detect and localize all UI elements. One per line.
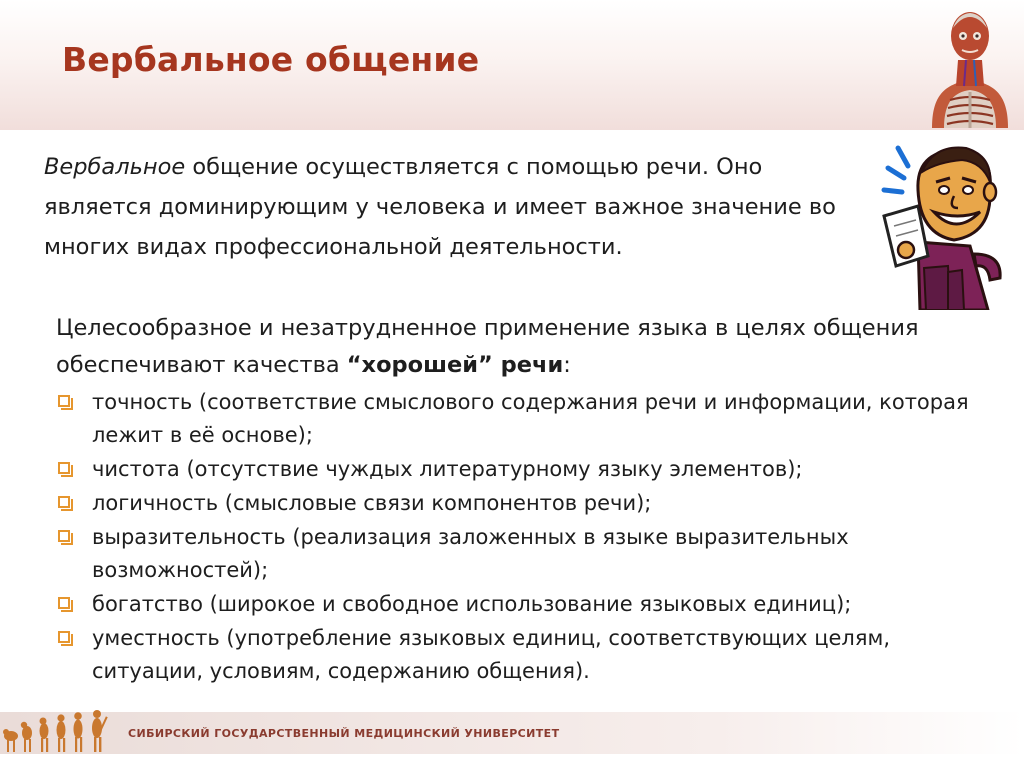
qualities-lead (56, 310, 926, 384)
intro-paragraph (44, 147, 874, 267)
list-item-text: уместность (употребление языковых единиц, соответствующих целям, ситуации, условиям, содержанию общения). (92, 626, 890, 683)
speaking-man-cartoon-icon (878, 138, 1020, 310)
list-item-logic (56, 487, 986, 520)
list-item-richness (56, 588, 986, 621)
list-item-text: богатство (широкое и свободное использование языковых единиц); (92, 592, 852, 616)
intro-text: общение осуществляется с помощью речи. Оно является доминирующим у человека и имеет важное значение во многих видах профессиональной деятельности. (44, 154, 836, 260)
list-item-text: выразительность (реализация заложенных в языке выразительных возможностей); (92, 525, 849, 582)
checkbox-bullet-icon (58, 395, 70, 407)
checkbox-bullet-icon (58, 462, 70, 474)
checkbox-bullet-icon (58, 496, 70, 508)
checkbox-bullet-icon (58, 597, 70, 609)
list-item-text: логичность (смысловые связи компонентов речи); (92, 491, 652, 515)
slide-title: Вербальное общение (62, 40, 480, 79)
qualities-list (56, 386, 986, 689)
list-item-text: точность (соответствие смыслового содержания речи и информации, которая лежит в её основе); (92, 390, 969, 447)
list-item-purity (56, 453, 986, 486)
lead-colon: : (563, 352, 571, 378)
intro-emphasis: Вербальное (44, 154, 186, 180)
checkbox-bullet-icon (58, 530, 70, 542)
lead-text: Целесообразное и незатрудненное применение языка в целях общения обеспечивают качества (56, 315, 919, 378)
university-name: СИБИРСКИЙ ГОСУДАРСТВЕННЫЙ МЕДИЦИНСКИЙ УНИВЕРСИТЕТ (128, 727, 560, 740)
list-item-expressiveness (56, 521, 986, 587)
anatomy-illustration-icon (922, 4, 1018, 128)
list-item-text: чистота (отсутствие чуждых литературному языку элементов); (92, 457, 803, 481)
list-item-accuracy (56, 386, 986, 452)
checkbox-bullet-icon (58, 631, 70, 643)
lead-emphasis: “хорошей” речи (346, 352, 564, 378)
human-evolution-silhouettes-icon (2, 702, 114, 754)
list-item-appropriateness (56, 622, 986, 688)
